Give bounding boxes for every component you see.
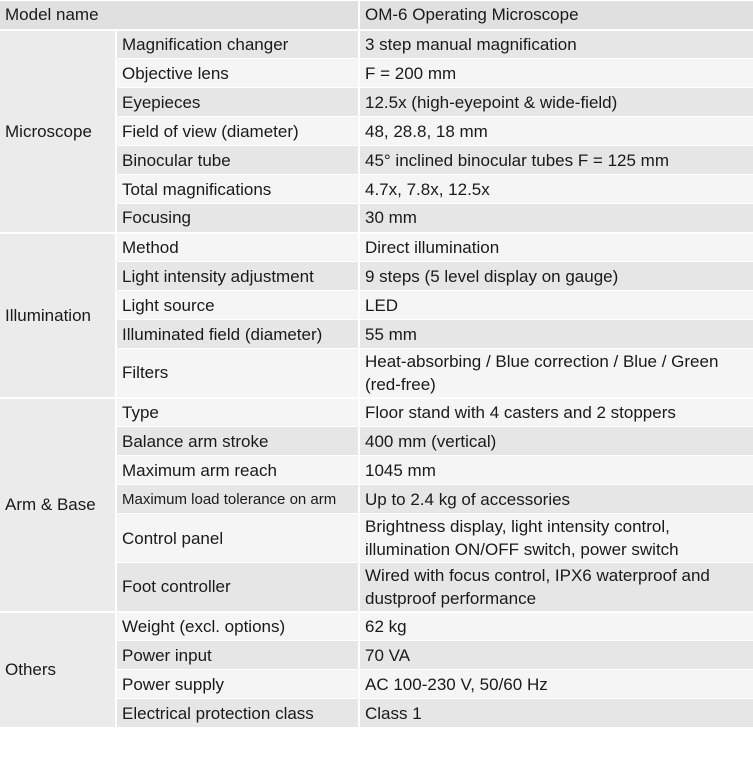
- model-name-value: OM-6 Operating Microscope: [359, 1, 753, 30]
- row-value: Wired with focus control, IPX6 waterproof and dustproof performance: [359, 563, 753, 612]
- group-label-microscope: Microscope: [0, 30, 116, 233]
- row-label: Magnification changer: [116, 30, 359, 59]
- row-value: Direct illumination: [359, 233, 753, 262]
- row-value: AC 100-230 V, 50/60 Hz: [359, 670, 753, 699]
- table-header-row: [0, 1, 753, 30]
- row-label: Binocular tube: [116, 146, 359, 175]
- row-label: Weight (excl. options): [116, 612, 359, 641]
- row-label: Power input: [116, 641, 359, 670]
- row-value: Class 1: [359, 699, 753, 728]
- row-value: Floor stand with 4 casters and 2 stoppers: [359, 398, 753, 427]
- row-value: 70 VA: [359, 641, 753, 670]
- row-label: Total magnifications: [116, 175, 359, 204]
- row-value: 3 step manual magnification: [359, 30, 753, 59]
- row-label: Filters: [116, 349, 359, 398]
- row-label: Light source: [116, 291, 359, 320]
- row-value: Up to 2.4 kg of accessories: [359, 485, 753, 514]
- model-name-label: Model name: [0, 1, 359, 30]
- row-label: Type: [116, 398, 359, 427]
- table-row: [0, 612, 753, 641]
- row-value: LED: [359, 291, 753, 320]
- table-row: [0, 398, 753, 427]
- table-row: [0, 30, 753, 59]
- row-label: Method: [116, 233, 359, 262]
- row-value: 9 steps (5 level display on gauge): [359, 262, 753, 291]
- row-label: Eyepieces: [116, 88, 359, 117]
- row-value: Brightness display, light intensity control, illumination ON/OFF switch, power switch: [359, 514, 753, 563]
- row-label: Power supply: [116, 670, 359, 699]
- group-label-arm-base: Arm & Base: [0, 398, 116, 612]
- row-label: Light intensity adjustment: [116, 262, 359, 291]
- row-value: 400 mm (vertical): [359, 427, 753, 456]
- row-value: 1045 mm: [359, 456, 753, 485]
- row-label: Focusing: [116, 204, 359, 233]
- group-label-illumination: Illumination: [0, 233, 116, 398]
- row-label: Balance arm stroke: [116, 427, 359, 456]
- row-value: 62 kg: [359, 612, 753, 641]
- row-value: Heat-absorbing / Blue correction / Blue / Green (red-free): [359, 349, 753, 398]
- row-label: Electrical protection class: [116, 699, 359, 728]
- row-value: 4.7x, 7.8x, 12.5x: [359, 175, 753, 204]
- row-value: 55 mm: [359, 320, 753, 349]
- group-label-others: Others: [0, 612, 116, 728]
- row-value: F = 200 mm: [359, 59, 753, 88]
- row-label: Maximum load tolerance on arm: [116, 485, 359, 514]
- row-label: Maximum arm reach: [116, 456, 359, 485]
- row-label: Objective lens: [116, 59, 359, 88]
- row-label: Foot controller: [116, 563, 359, 612]
- row-label: Illuminated field (diameter): [116, 320, 359, 349]
- row-label: Field of view (diameter): [116, 117, 359, 146]
- row-label: Control panel: [116, 514, 359, 563]
- row-value: 48, 28.8, 18 mm: [359, 117, 753, 146]
- row-value: 45° inclined binocular tubes F = 125 mm: [359, 146, 753, 175]
- table-row: [0, 233, 753, 262]
- row-value: 30 mm: [359, 204, 753, 233]
- row-value: 12.5x (high-eyepoint & wide-field): [359, 88, 753, 117]
